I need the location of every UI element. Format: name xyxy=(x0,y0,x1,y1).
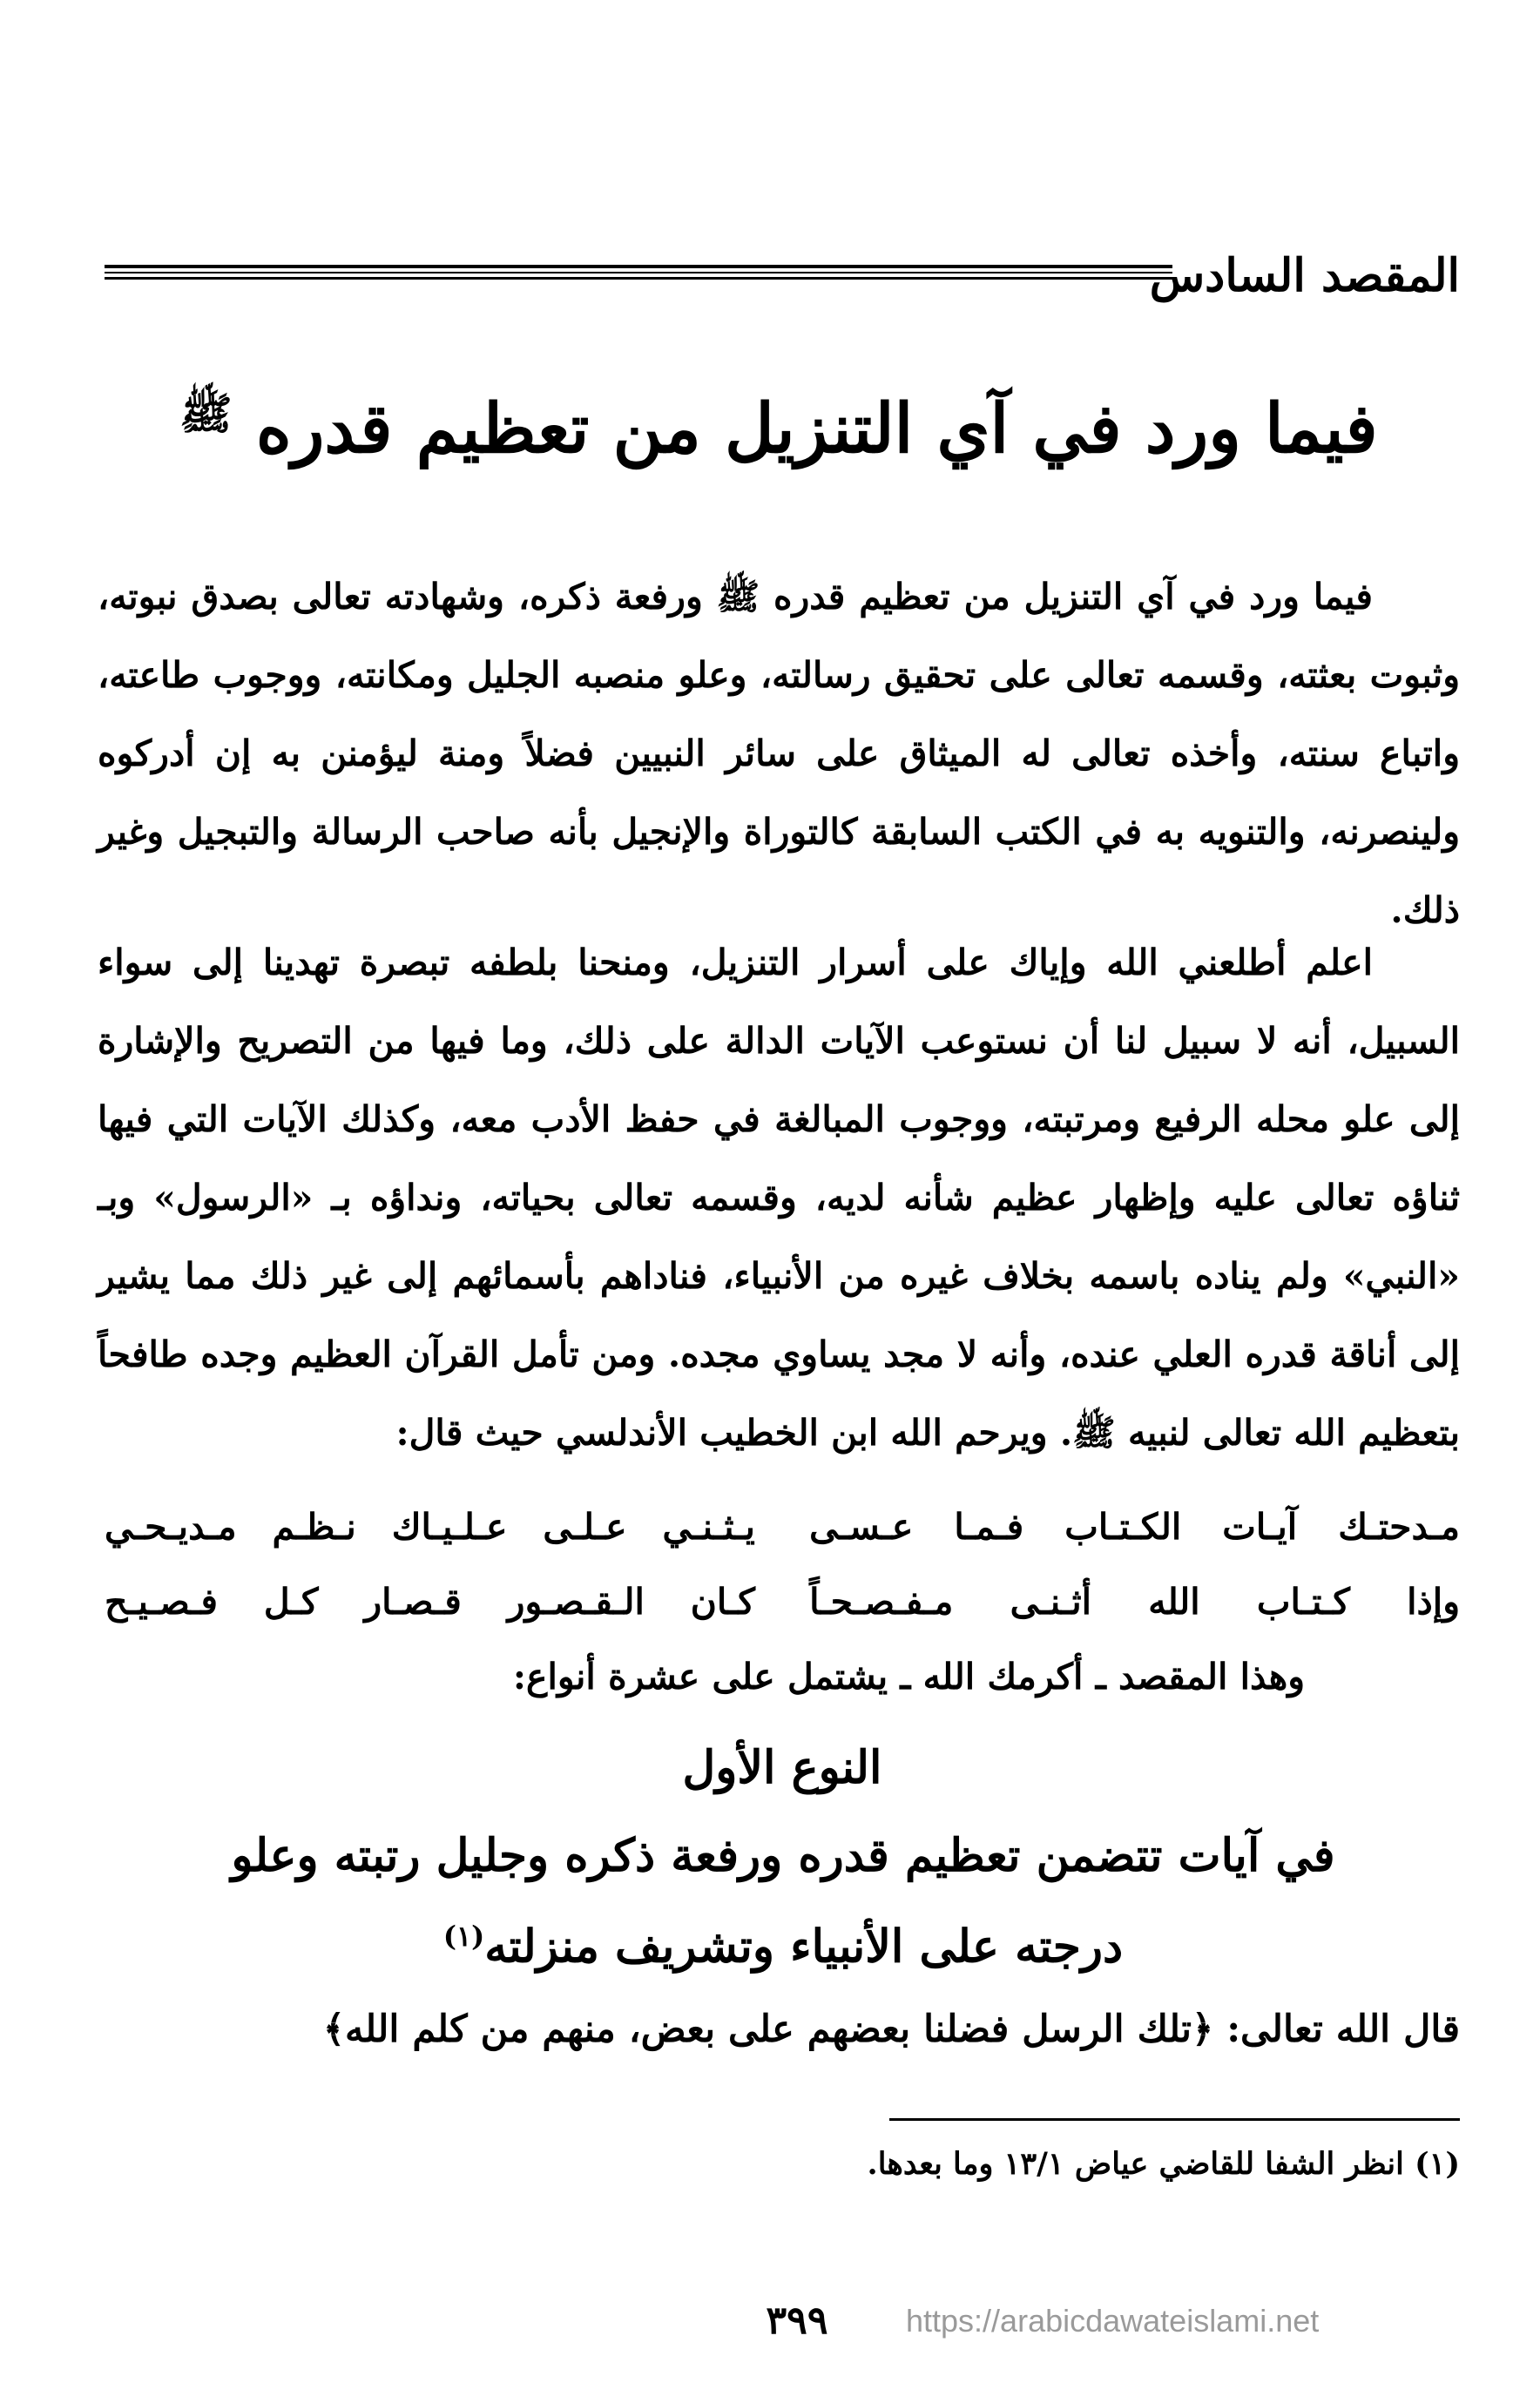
header-rule xyxy=(105,272,1172,273)
header-rule xyxy=(105,265,1172,268)
quran-verse-line: قال الله تعالى: ﴿تلك الرسل فضلنا بعضهم على بعض، منهم من كلم الله﴾ xyxy=(322,2008,1460,2051)
section-subtitle-line: في آيات تتضمن تعظيم قدره ورفعة ذكره وجليل رتبته وعلو xyxy=(231,1829,1335,1882)
poem-first-hemistich: مـدحتـك آيـات الكـتـاب فـمـا عـسـى xyxy=(809,1506,1460,1548)
poem xyxy=(105,1489,1460,1639)
section-subtitle xyxy=(157,1816,1409,1987)
footnote-divider xyxy=(889,2118,1460,2121)
watermark-url: https://arabicdawateislami.net xyxy=(906,2303,1320,2339)
poem-verse xyxy=(105,1564,1460,1639)
footnote: (١) انظر الشفا للقاضي عياض ١٣/١ وما بعدها. xyxy=(867,2146,1460,2182)
header-rule xyxy=(105,277,1172,280)
honorific-mark: ﷺ xyxy=(179,388,233,439)
poem-first-hemistich: وإذا كـتـاب الله أثـنـى مـفـصـحـاً xyxy=(809,1581,1460,1623)
poem-second-hemistich: يـثـنـي عـلـى عـلـيـاك نـظـم مـديـحـي xyxy=(105,1506,755,1548)
header-title: المقصد السادس xyxy=(1149,249,1460,302)
paragraph-intro: فيما ورد في آي التنزيل من تعظيم قدره ﷺ ورفعة ذكره، وشهادته تعالى بصدق نبوته، وثبوت بعثته، وقسمه تعالى على تحقيق رسالته، وعلو منصبه الجليل ومكانته، ووجوب طاعته، واتباع سنته، وأخذه تعالى له الميثاق على سائر النبيين فضلاً ومنة ليؤمنن به إن أدركوه ولينصرنه، والتنويه به في الكتب السابقة كالتوراة والإنجيل بأنه صاحب الرسالة والتبجيل وغير ذلك. xyxy=(98,576,1460,931)
poem-second-hemistich: كـان الـقـصـور قـصـار كـل فـصـيـح xyxy=(105,1581,755,1623)
section-subtitle-line xyxy=(157,1896,1409,1987)
poem-verse xyxy=(105,1489,1460,1564)
section-subtitle-text: درجته على الأنبياء وتشريف منزلته xyxy=(484,1920,1124,1974)
section-title: النوع الأول xyxy=(682,1741,882,1794)
footnote-reference: (١) xyxy=(442,1920,485,1953)
chapter-title-text: فيما ورد في آي التنزيل من تعظيم قدره xyxy=(255,389,1378,469)
running-header xyxy=(105,246,1460,307)
section-intro-line: وهذا المقصد ـ أكرمك الله ـ يشتمل على عشرة أنواع: xyxy=(512,1656,1305,1698)
paragraph-main: اعلم أطلعني الله وإياك على أسرار التنزيل، ومنحنا بلطفه تبصرة تهدينا إلى سواء السبيل، أنه لا سبيل لنا أن نستوعب الآيات الدالة على ذلك، وما فيها من التصريح والإشارة إلى علو محله الرفيع ومرتبته، ووجوب المبالغة في حفظ الأدب معه، وكذلك الآيات التي فيها ثناؤه تعالى عليه وإظهار عظيم شأنه لديه، وقسمه تعالى بحياته، ونداؤه بـ «الرسول» وبـ «النبي» ولم يناده باسمه بخلاف غيره من الأنبياء، فناداهم بأسمائهم إلى غير ذلك مما يشير إلى أناقة قدره العلي عنده، وأنه لا مجد يساوي مجده. ومن تأمل القرآن العظيم وجده طافحاً بتعظيم الله تعالى لنبيه ﷺ. ويرحم الله ابن الخطيب الأندلسي حيث قال: xyxy=(98,942,1461,1454)
chapter-title xyxy=(105,366,1453,477)
page-number: ٣٩٩ xyxy=(766,2298,828,2343)
